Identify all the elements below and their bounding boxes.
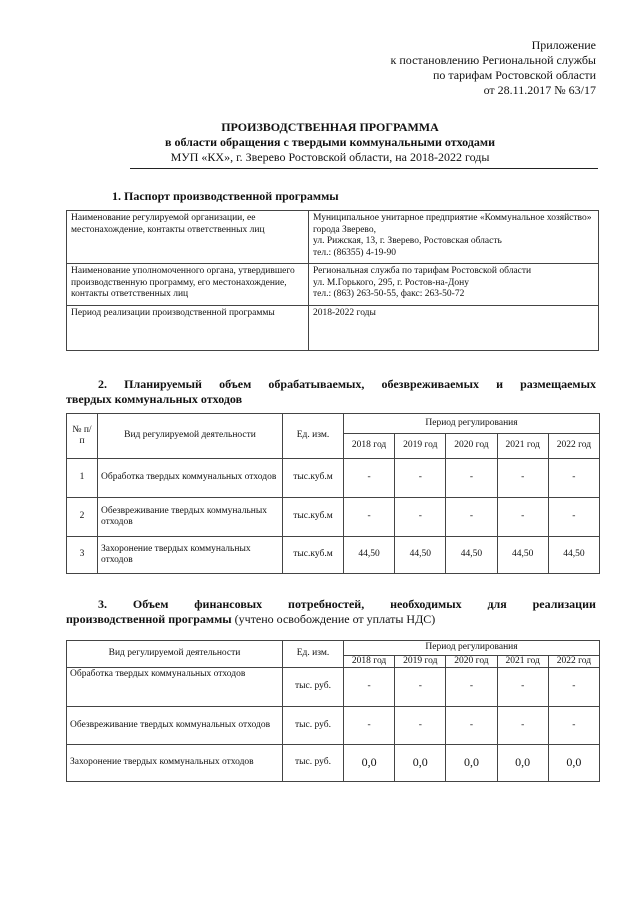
passport-table	[66, 210, 599, 351]
document-title	[60, 120, 600, 165]
header-line: Приложение	[531, 38, 596, 52]
col-year: 2018 год	[344, 434, 395, 459]
header-line: к постановлению Региональной службы	[390, 53, 596, 67]
row-value: -	[446, 459, 497, 498]
row-value: -	[344, 707, 395, 745]
row-unit: тыс.куб.м	[283, 498, 344, 537]
table-header-row	[67, 414, 600, 434]
row-activity: Захоронение твердых коммунальных отходов	[98, 537, 283, 574]
col-activity: Вид регулируемой деятельности	[67, 641, 283, 668]
passport-value	[309, 264, 599, 306]
row-value: -	[446, 668, 497, 707]
appendix-header	[391, 38, 596, 98]
value-line: ул. М.Горького, 295, г. Ростов-на-Дону	[313, 277, 469, 288]
row-value: 0,0	[395, 745, 446, 782]
row-activity: Обезвреживание твердых коммунальных отходов	[67, 707, 283, 745]
row-value: -	[395, 498, 446, 537]
heading-word: обрабатываемых,	[268, 377, 365, 391]
heading-line2: твердых коммунальных отходов	[66, 392, 243, 406]
row-value: -	[446, 707, 497, 745]
heading-word: реализации	[532, 597, 596, 611]
table-row	[67, 498, 600, 537]
heading-note: (учтено освобождение от уплаты НДС)	[231, 612, 436, 626]
heading-word: 2.	[98, 377, 107, 391]
row-value: 44,50	[548, 537, 599, 574]
table-row	[67, 211, 599, 264]
header-line: по тарифам Ростовской области	[432, 68, 596, 82]
row-value: -	[344, 498, 395, 537]
table-header-row	[67, 641, 600, 656]
col-unit: Ед. изм.	[283, 414, 344, 459]
value-line: тел.: (86355) 4-19-90	[313, 247, 397, 258]
row-unit: тыс. руб.	[283, 668, 344, 707]
col-year: 2019 год	[395, 434, 446, 459]
row-unit: тыс. руб.	[283, 707, 344, 745]
passport-value	[309, 306, 599, 351]
table-row	[67, 264, 599, 306]
row-value: 44,50	[497, 537, 548, 574]
table-row	[67, 745, 600, 782]
row-value: -	[548, 459, 599, 498]
row-unit: тыс.куб.м	[283, 537, 344, 574]
col-period: Период регулирования	[344, 414, 600, 434]
heading-word: объем	[219, 377, 252, 391]
col-num: № п/п	[67, 414, 98, 459]
heading-word: потребностей,	[288, 597, 365, 611]
col-period: Период регулирования	[344, 641, 600, 656]
section3-heading	[66, 597, 596, 627]
row-activity: Обработка твердых коммунальных отходов	[98, 459, 283, 498]
row-num: 1	[67, 459, 98, 498]
header-line: от 28.11.2017 № 63/17	[483, 83, 596, 97]
heading-word: и	[496, 377, 503, 391]
value-line: 2018-2022 годы	[313, 308, 376, 318]
row-value: -	[548, 498, 599, 537]
row-value: -	[395, 707, 446, 745]
row-value: 0,0	[446, 745, 497, 782]
title-sub: в области обращения с твердыми коммунальными отходами	[164, 135, 495, 149]
row-value: -	[497, 498, 548, 537]
finance-table	[66, 640, 600, 782]
heading-word: необходимых	[390, 597, 462, 611]
col-activity: Вид регулируемой деятельности	[98, 414, 283, 459]
row-value: -	[344, 668, 395, 707]
passport-value	[309, 211, 599, 264]
row-num: 3	[67, 537, 98, 574]
col-year: 2022 год	[548, 434, 599, 459]
table-row	[67, 459, 600, 498]
row-value: -	[395, 459, 446, 498]
col-year: 2021 год	[497, 434, 548, 459]
heading-word: размещаемых	[520, 377, 596, 391]
table-row	[67, 707, 600, 745]
row-value: -	[395, 668, 446, 707]
heading-word: обезвреживаемых	[381, 377, 479, 391]
row-num: 2	[67, 498, 98, 537]
table-row	[67, 306, 599, 351]
heading-word: для	[487, 597, 507, 611]
row-value: -	[497, 707, 548, 745]
row-activity: Захоронение твердых коммунальных отходов	[67, 745, 283, 782]
passport-label: Наименование уполномоченного органа, утвердившего производственную программу, его местонахождение, контакты ответственных лиц	[67, 264, 309, 306]
section1-heading: 1. Паспорт производственной программы	[112, 189, 339, 203]
table-row	[67, 668, 600, 707]
passport-label: Период реализации производственной программы	[67, 306, 309, 351]
row-value: 44,50	[446, 537, 497, 574]
passport-label: Наименование регулируемой организации, ее местонахождение, контакты ответственных лиц	[67, 211, 309, 264]
row-value: -	[548, 668, 599, 707]
heading-word: Планируемый	[124, 377, 202, 391]
col-year: 2022 год	[548, 655, 599, 668]
col-year: 2019 год	[395, 655, 446, 668]
row-activity: Обезвреживание твердых коммунальных отходов	[98, 498, 283, 537]
title-main: ПРОИЗВОДСТВЕННАЯ ПРОГРАММА	[221, 120, 439, 134]
row-value: 44,50	[344, 537, 395, 574]
row-value: 0,0	[497, 745, 548, 782]
row-value: -	[548, 707, 599, 745]
title-org: МУП «КХ», г. Зверево Ростовской области, на 2018-2022 годы	[170, 150, 490, 164]
col-year: 2021 год	[497, 655, 548, 668]
heading-word: Объем	[132, 597, 169, 611]
title-rule	[130, 168, 598, 169]
row-unit: тыс.куб.м	[283, 459, 344, 498]
row-value: -	[497, 668, 548, 707]
row-unit: тыс. руб.	[283, 745, 344, 782]
row-value: 0,0	[344, 745, 395, 782]
value-line: ул. Рижская, 13, г. Зверево, Ростовская область	[313, 236, 502, 246]
heading-line2: производственной программы	[66, 612, 232, 626]
row-value: -	[344, 459, 395, 498]
col-year: 2020 год	[446, 434, 497, 459]
col-year: 2018 год	[344, 655, 395, 668]
row-value: 0,0	[548, 745, 599, 782]
value-line: тел.: (863) 263-50-55, факс: 263-50-72	[313, 289, 465, 299]
row-value: -	[446, 498, 497, 537]
value-line: Региональная служба по тарифам Ростовской области	[313, 266, 532, 276]
table-row	[67, 537, 600, 574]
row-value: -	[497, 459, 548, 498]
heading-word: 3.	[98, 597, 107, 611]
value-line: Муниципальное унитарное предприятие «Коммунальное хозяйство» города Зверево,	[313, 213, 592, 235]
row-value: 44,50	[395, 537, 446, 574]
col-year: 2020 год	[446, 655, 497, 668]
col-unit: Ед. изм.	[283, 641, 344, 668]
section2-heading	[66, 377, 596, 407]
volume-table	[66, 413, 600, 574]
row-activity: Обработка твердых коммунальных отходов	[67, 668, 283, 707]
heading-word: финансовых	[194, 597, 263, 611]
